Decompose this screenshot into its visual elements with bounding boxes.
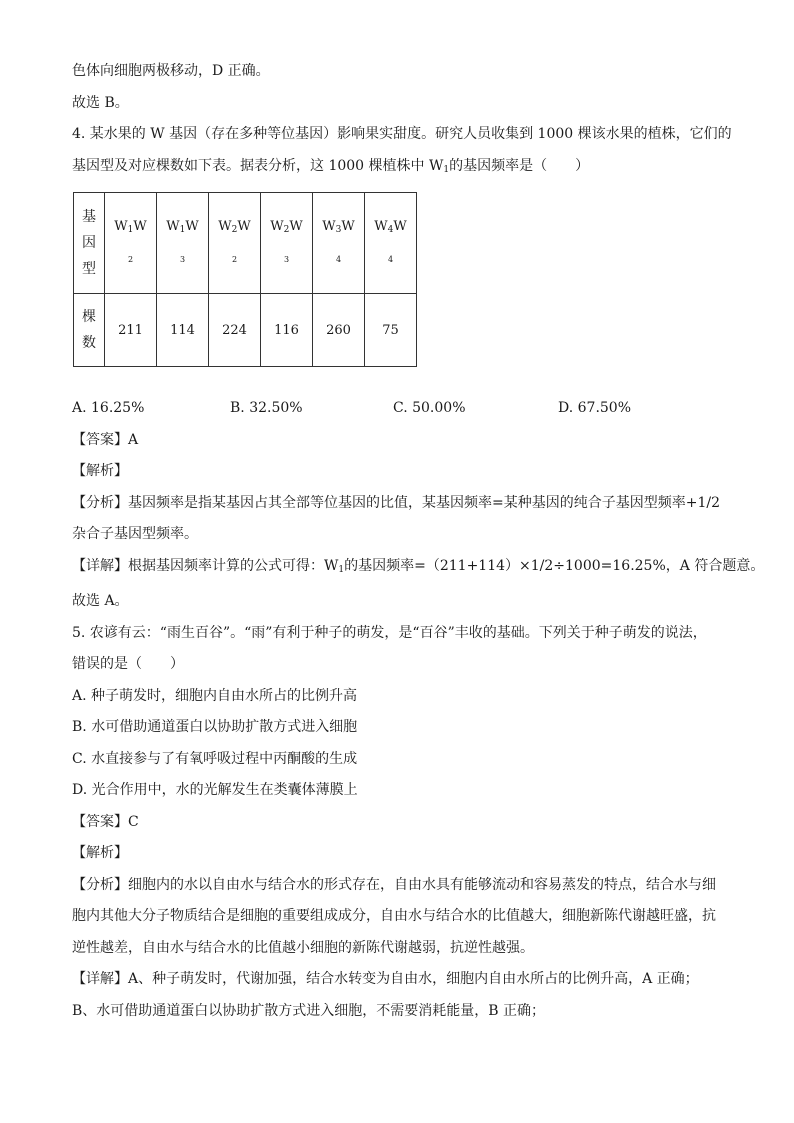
option-b: B. 水可借助通道蛋白以协助扩散方式进入细胞 [72,719,358,735]
genotype-cell: $W_1W$ 3 [157,193,209,294]
question-5-stem-cont: 错误的是（ ） [72,656,184,672]
genotype-cell: $W_4W$ 4 [365,193,417,294]
answer-label: 【答案】 [72,431,128,448]
table-row [74,294,417,367]
option-d: D. 67.50% [558,400,632,416]
table-row [74,193,417,294]
analysis-heading: 【解析】 [72,845,128,861]
genotype-cell: $W_2W$ 3 [261,193,313,294]
count-cell: 211 [105,294,157,367]
answer-line [72,431,732,449]
question-4-stem-cont: 基因型及对应棵数如下表。据表分析，这 1000 棵植株中 $W_1$的基因频率是（ ） [72,157,590,175]
genotype-cell: $W_1W$ 2 [105,193,157,294]
text-line: 色体向细胞两极移动，D 正确。 [72,63,270,79]
option-a: A. 16.25% [72,400,145,416]
fenxi-line: 杂合子基因型频率。 [72,526,198,542]
xiangjie-line: 【详解】A、种子萌发时，代谢加强，结合水转变为自由水，细胞内自由水所占的比例升高，A 正确； [72,971,699,987]
fenxi-line: 【分析】基因频率是指某基因占其全部等位基因的比值，某基因频率=某种基因的纯合子基因型频率+1/2 [72,494,720,511]
xiangjie-line: B、水可借助通道蛋白以协助扩散方式进入细胞，不需要消耗能量，B 正确； [72,1002,546,1019]
option-c: C. 50.00% [393,400,466,416]
xiangjie-line: 【详解】根据基因频率计算的公式可得：$W_1$的基因频率=（211+114）×1/2÷1000=16.25%，A 符合题意。 [72,557,765,575]
option-d: D. 光合作用中，水的光解发生在类囊体薄膜上 [72,782,358,798]
question-5-stem: 5. 农谚有云：“雨生百谷”。“雨”有利于种子的萌发，是“百谷”丰收的基础。下列关于种子萌发的说法， [72,624,707,641]
choice-line: 故选 A。 [72,593,129,609]
row-header-genotype: 基 因 型 [74,193,105,294]
question-4-stem: 4. 某水果的 W 基因（存在多种等位基因）影响果实甜度。研究人员收集到 1000 棵该水果的植株，它们的 [72,126,732,142]
text-line: 故选 B。 [72,94,129,111]
fenxi-line: 逆性越差，自由水与结合水的比值越小细胞的新陈代谢越弱，抗逆性越强。 [72,939,534,956]
fenxi-line: 胞内其他大分子物质结合是细胞的重要组成成分，自由水与结合水的比值越大，细胞新陈代谢越旺盛，抗 [72,908,716,924]
option-b: B. 32.50% [230,400,303,416]
document-page [72,62,765,1033]
answer-value: A [128,431,139,448]
count-cell: 75 [365,294,417,367]
answer-line [72,813,732,831]
answer-value: C [128,813,139,830]
option-c: C. 水直接参与了有氧呼吸过程中丙酮酸的生成 [72,750,358,767]
genotype-cell: $W_2W$ 2 [209,193,261,294]
question-4-options [72,399,732,417]
fenxi-line: 【分析】细胞内的水以自由水与结合水的形式存在，自由水具有能够流动和容易蒸发的特点，结合水与细 [72,876,716,893]
genotype-cell: $W_3W$ 4 [313,193,365,294]
count-cell: 260 [313,294,365,367]
row-header-count: 棵 数 [74,294,105,367]
count-cell: 114 [157,294,209,367]
genotype-table [73,192,417,367]
count-cell: 224 [209,294,261,367]
analysis-heading: 【解析】 [72,463,128,479]
answer-label: 【答案】 [72,813,128,830]
option-a: A. 种子萌发时，细胞内自由水所占的比例升高 [72,687,358,704]
count-cell: 116 [261,294,313,367]
